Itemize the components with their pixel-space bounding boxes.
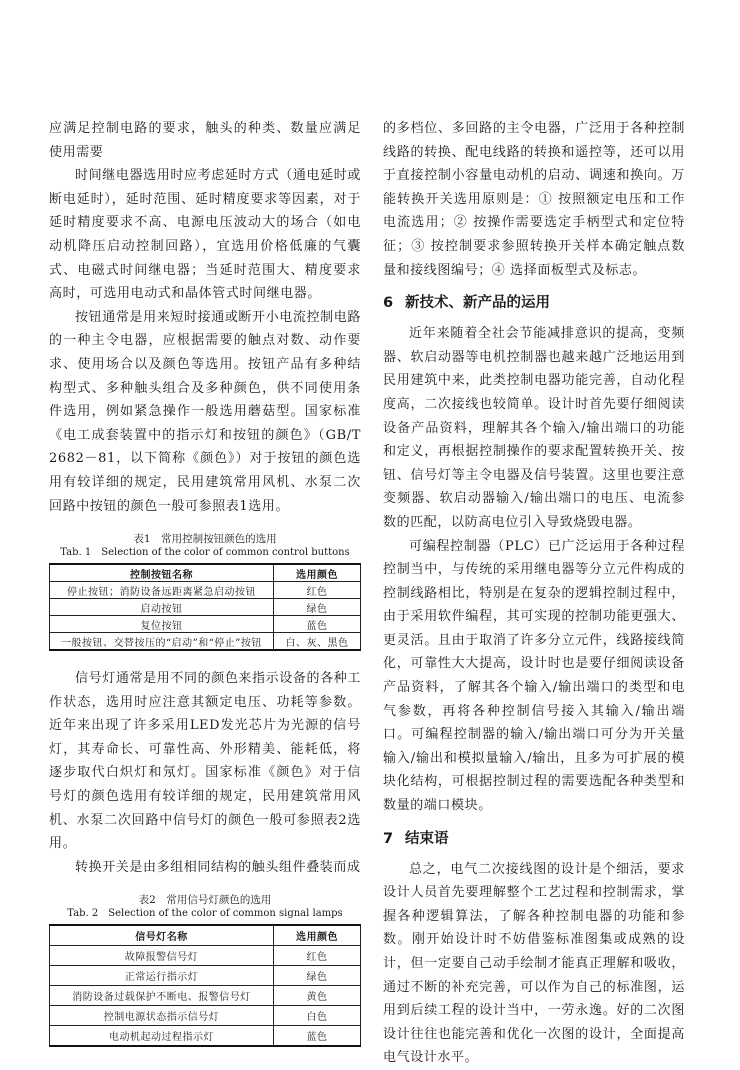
section-number: 6 [383,295,394,312]
table-cell: 白色 [273,1006,360,1026]
table-1-block [49,532,361,651]
table-row [50,582,361,599]
table-cell: 红色 [273,946,360,966]
table-cell: 电动机起动过程指示灯 [50,1026,274,1047]
table-header-cell: 选用颜色 [273,564,360,582]
table-header-cell: 控制按钮名称 [50,564,274,582]
table-cell: 白、灰、黑色 [273,633,360,651]
table-header-cell: 选用颜色 [273,925,360,946]
table-header-cell: 信号灯名称 [50,925,274,946]
section-number: 7 [383,830,394,847]
table-cell: 消防设备过载保护不断电、报警信号灯 [50,986,274,1006]
table-row [50,986,361,1006]
left-column [49,117,361,1063]
table-header-row [50,564,361,582]
paragraph: 总之，电气二次接线图的设计是个细活，要求设计人员首先要理解整个工艺过程和控制需求，掌握各种逻辑算法，了解各种控制电器的功能和参数。刚开始设计时不妨借鉴标准图集或成熟的设计，但一定要自己动手绘制才能真正理解和吸收，通过不断的补充完善，可以作为自己的标准图，运用到后续工程的设计当中，一劳永逸。好的二次图设计往往也能完善和优化一次图的设计，全面提高电气设计水平。 [383,861,685,1066]
table-row [50,633,361,651]
table-1 [49,563,361,651]
table-cell: 黄色 [273,986,360,1006]
paragraph: 的多档位、多回路的主令电器，广泛用于各种控制线路的转换、配电线路的转换和遥控等，还可以用于直接控制小容量电动机的启动、调速和换向。万能转换开关选用原则是：① 按照额定电压和工作电流选用；② 按操作需要选定手柄型式和定位特征；③ 按控制要求参照转换开关样本确定触点数量和接线图编号；④ 选择面板型式及标志。 [383,121,685,278]
section-heading-6 [383,292,685,314]
table-2-block [49,893,361,1047]
table-cell: 复位按钮 [50,616,274,633]
table-cell: 绿色 [273,966,360,986]
table-cell: 控制电源状态指示信号灯 [50,1006,274,1026]
table-1-caption-cn: 表1 常用控制按钮颜色的选用 [133,533,277,546]
right-column [383,117,685,1070]
table-row [50,1026,361,1047]
table-cell: 蓝色 [273,1026,360,1047]
table-cell: 停止按钮；消防设备远距离紧急启动按钮 [50,582,274,599]
table-2 [49,924,361,1047]
table-cell: 红色 [273,582,360,599]
table-cell: 绿色 [273,599,360,616]
section-title: 结束语 [405,830,449,847]
table-row [50,599,361,616]
section-title: 新技术、新产品的运用 [405,295,550,312]
table-row [50,616,361,633]
paragraph: 信号灯通常是用不同的颜色来指示设备的各种工作状态，选用时应注意其额定电压、功耗等参数。近年来出现了许多采用LED发光芯片为光源的信号灯，其寿命长、可靠性高、外形精美、能耗低，将逐步取代白炽灯和氖灯。国家标准《颜色》对于信号灯的颜色选用有较详细的规定，民用建筑常用风机、水泵二次回路中信号灯的颜色一般可参照表2选用。 [49,671,361,852]
table-header-row [50,925,361,946]
table-cell: 正常运行指示灯 [50,966,274,986]
table-2-caption-cn: 表2 常用信号灯颜色的选用 [138,894,272,907]
table-row [50,966,361,986]
table-2-caption-en: Tab. 2 Selection of the color of common signal lamps [67,908,343,920]
paragraph: 时间继电器选用时应考虑延时方式（通电延时或断电延时），延时范围、延时精度要求等因素，对于延时精度要求不高、电源电压波动大的场合（如电动机降压启动控制回路），宜选用价格低廉的气囊式、电磁式时间继电器；当延时范围大、精度要求高时，可选用电动式和晶体管式时间继电器。 [49,168,361,302]
paragraph: 可编程控制器（PLC）已广泛运用于各种过程控制当中，与传统的采用继电器等分立元件构成的控制线路相比，特别是在复杂的逻辑控制过程中，由于采用软件编程，其可实现的控制功能更强大、更灵活。且由于取消了许多分立元件，线路接线简化，可靠性大大提高，设计时也是要仔细阅读设备产品资料，了解其各个输入/输出端口的类型和电气参数，再将各种控制信号接入其输入/输出端口。可编程控制器的输入/输出端口可分为开关量输入/输出和模拟量输入/输出，且多为可扩展的模块化结构，可根据控制过程的需要选配各种类型和数量的端口模块。 [383,538,685,814]
paragraph: 近年来随着全社会节能减排意识的提高，变频器、软启动器等电机控制器也越来越广泛地运用到民用建筑中来，此类控制电器功能完善，自动化程度高，二次接线也较简单。设计时首先要仔细阅读设备产品资料，理解其各个输入/输出端口的功能和定义，再根据控制操作的要求配置转换开关、按钮、信号灯等主令电器及信号装置。这里也要注意变频器、软启动器输入/输出端口的电压、电流参数的匹配，以防高电位引入导致烧毁电器。 [383,326,685,530]
table-cell: 蓝色 [273,616,360,633]
table-1-caption-en: Tab. 1 Selection of the color of common control buttons [60,547,350,559]
table-cell: 一般按钮、交替按压的“启动”和“停止”按钮 [50,633,274,651]
table-cell: 启动按钮 [50,599,274,616]
paragraph: 转换开关是由多组相同结构的触头组件叠装而成 [75,859,361,875]
section-heading-7 [383,828,685,850]
paragraph: 应满足控制电路的要求，触头的种类、数量应满足使用需要 [49,121,361,160]
table-row [50,1006,361,1026]
paragraph: 按钮通常是用来短时接通或断开小电流控制电路的一种主令电器，应根据需要的触点对数、动作要求、使用场合以及颜色等选用。按钮产品有多种结构型式、多种触头组合及多种颜色，供不同使用条件选用，例如紧急操作一般选用蘑菇型。国家标准《电工成套装置中的指示灯和按钮的颜色》（GB/T 2682－81，以下简称《颜色》）对于按钮的颜色选用有较详细的规定，民用建筑常用风机、水泵二次回路中按钮的颜色一般可参照表1选用。 [49,309,361,514]
table-row [50,946,361,966]
table-cell: 故障报警信号灯 [50,946,274,966]
